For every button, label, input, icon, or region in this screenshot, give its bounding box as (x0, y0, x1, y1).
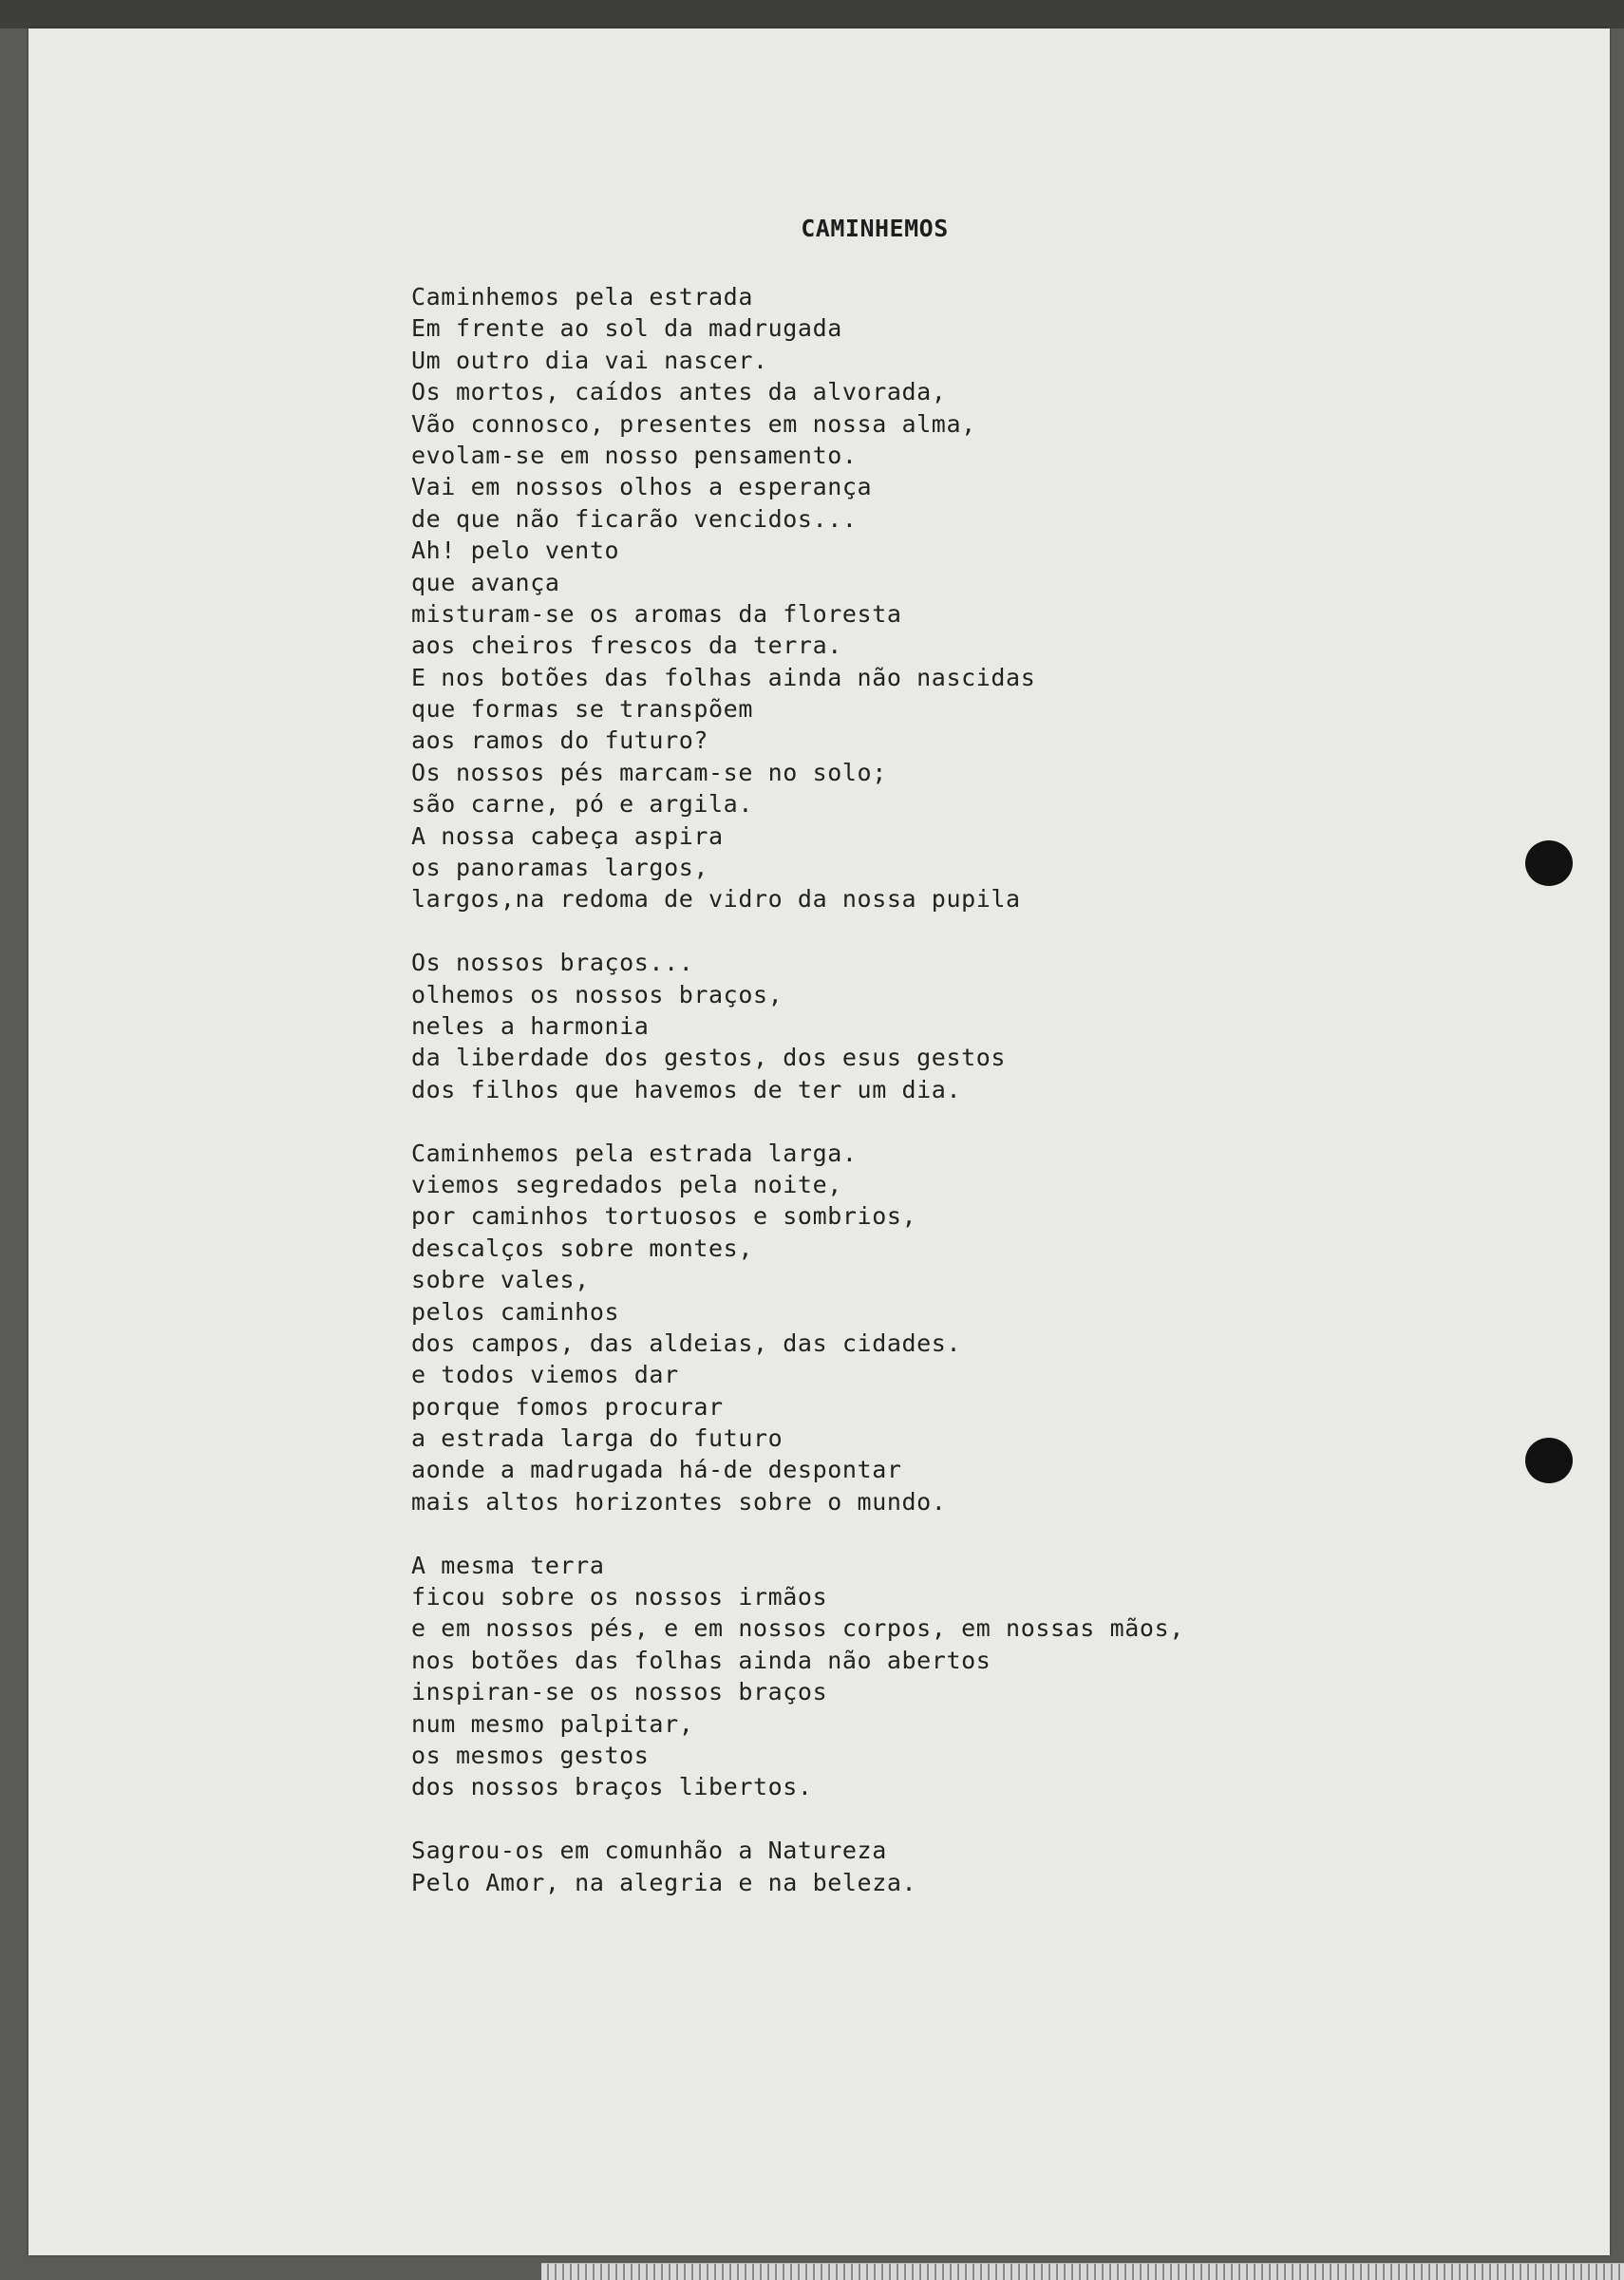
poem-line: A mesma terra (411, 1551, 605, 1579)
scanner-top-edge (0, 0, 1624, 28)
poem-line: olhemos os nossos braços, (411, 980, 784, 1008)
stanza (411, 1835, 1361, 1898)
poem-line: Um outro dia vai nascer. (411, 346, 768, 374)
poem-line: dos nossos braços libertos. (411, 1773, 813, 1801)
poem-line: Caminhemos pela estrada larga. (411, 1139, 858, 1167)
poem-line: aonde a madrugada há-de despontar (411, 1456, 902, 1484)
poem-line: que formas se transpõem (411, 695, 753, 724)
poem-line: nos botões das folhas ainda não abertos (411, 1646, 991, 1674)
poem-line: Em frente ao sol da madrugada (411, 314, 842, 343)
poem-line: aos cheiros frescos da terra. (411, 631, 842, 660)
poem-line: porque fomos procurar (411, 1392, 724, 1421)
scan-ruler (541, 2263, 1624, 2280)
binder-hole-upper (1525, 840, 1573, 886)
poem-line: viemos segredados pela noite, (411, 1170, 842, 1198)
poem-line: Sagrou-os em comunhão a Natureza (411, 1837, 887, 1865)
poem-line: Vai em nossos olhos a esperança (411, 473, 873, 501)
poem-line: neles a harmonia (411, 1011, 650, 1040)
poem-line: Ah! pelo vento (411, 537, 620, 565)
poem-line: que avança (411, 568, 560, 596)
poem-line: Pelo Amor, na alegria e na beleza. (411, 1868, 917, 1896)
poem-line: dos campos, das aldeias, das cidades. (411, 1328, 962, 1357)
poem-line: largos,na redoma de vidro da nossa pupila (411, 885, 1021, 914)
stanza (411, 1138, 1361, 1518)
binder-hole-lower (1525, 1438, 1573, 1483)
poem-line: num mesmo palpitar, (411, 1709, 694, 1738)
poem-line: mais altos horizontes sobre o mundo. (411, 1487, 947, 1516)
poem-line: evolam-se em nosso pensamento. (411, 441, 858, 469)
poem-line: e em nossos pés, e em nossos corpos, em nossas mãos, (411, 1614, 1184, 1643)
poem-title: CAMINHEMOS (801, 215, 949, 242)
poem-line: de que não ficarão vencidos... (411, 504, 858, 533)
poem-line: da liberdade dos gestos, dos esus gestos (411, 1044, 1007, 1072)
poem-line: são carne, pó e argila. (411, 790, 753, 819)
poem-line: a estrada larga do futuro (411, 1424, 784, 1453)
poem-line: Os nossos pés marcam-se no solo; (411, 758, 887, 786)
poem-line: e todos viemos dar (411, 1361, 679, 1389)
stanza (411, 281, 1361, 915)
poem-line: ficou sobre os nossos irmãos (411, 1583, 828, 1611)
poem-line: E nos botões das folhas ainda não nascidas (411, 663, 1036, 691)
poem-line: Os mortos, caídos antes da alvorada, (411, 378, 947, 406)
poem-line: por caminhos tortuosos e sombrios, (411, 1202, 917, 1231)
poem-line: Vão connosco, presentes em nossa alma, (411, 409, 976, 438)
poem-line: dos filhos que havemos de ter um dia. (411, 1075, 962, 1103)
poem-line: pelos caminhos (411, 1297, 620, 1326)
stanza (411, 947, 1361, 1105)
poem-line: misturam-se os aromas da floresta (411, 599, 902, 628)
poem-line: inspiran-se os nossos braços (411, 1678, 828, 1706)
poem-line: Os nossos braços... (411, 949, 694, 977)
poem-line: sobre vales, (411, 1266, 590, 1294)
poem-line: A nossa cabeça aspira (411, 821, 724, 850)
poem-line: os mesmos gestos (411, 1741, 650, 1769)
poem-line: Caminhemos pela estrada (411, 283, 753, 311)
poem-line: descalços sobre montes, (411, 1234, 753, 1262)
stanza (411, 1550, 1361, 1803)
poem-line: os panoramas largos, (411, 854, 709, 882)
poem-line: aos ramos do futuro? (411, 726, 709, 755)
poem-body (411, 281, 1361, 1898)
